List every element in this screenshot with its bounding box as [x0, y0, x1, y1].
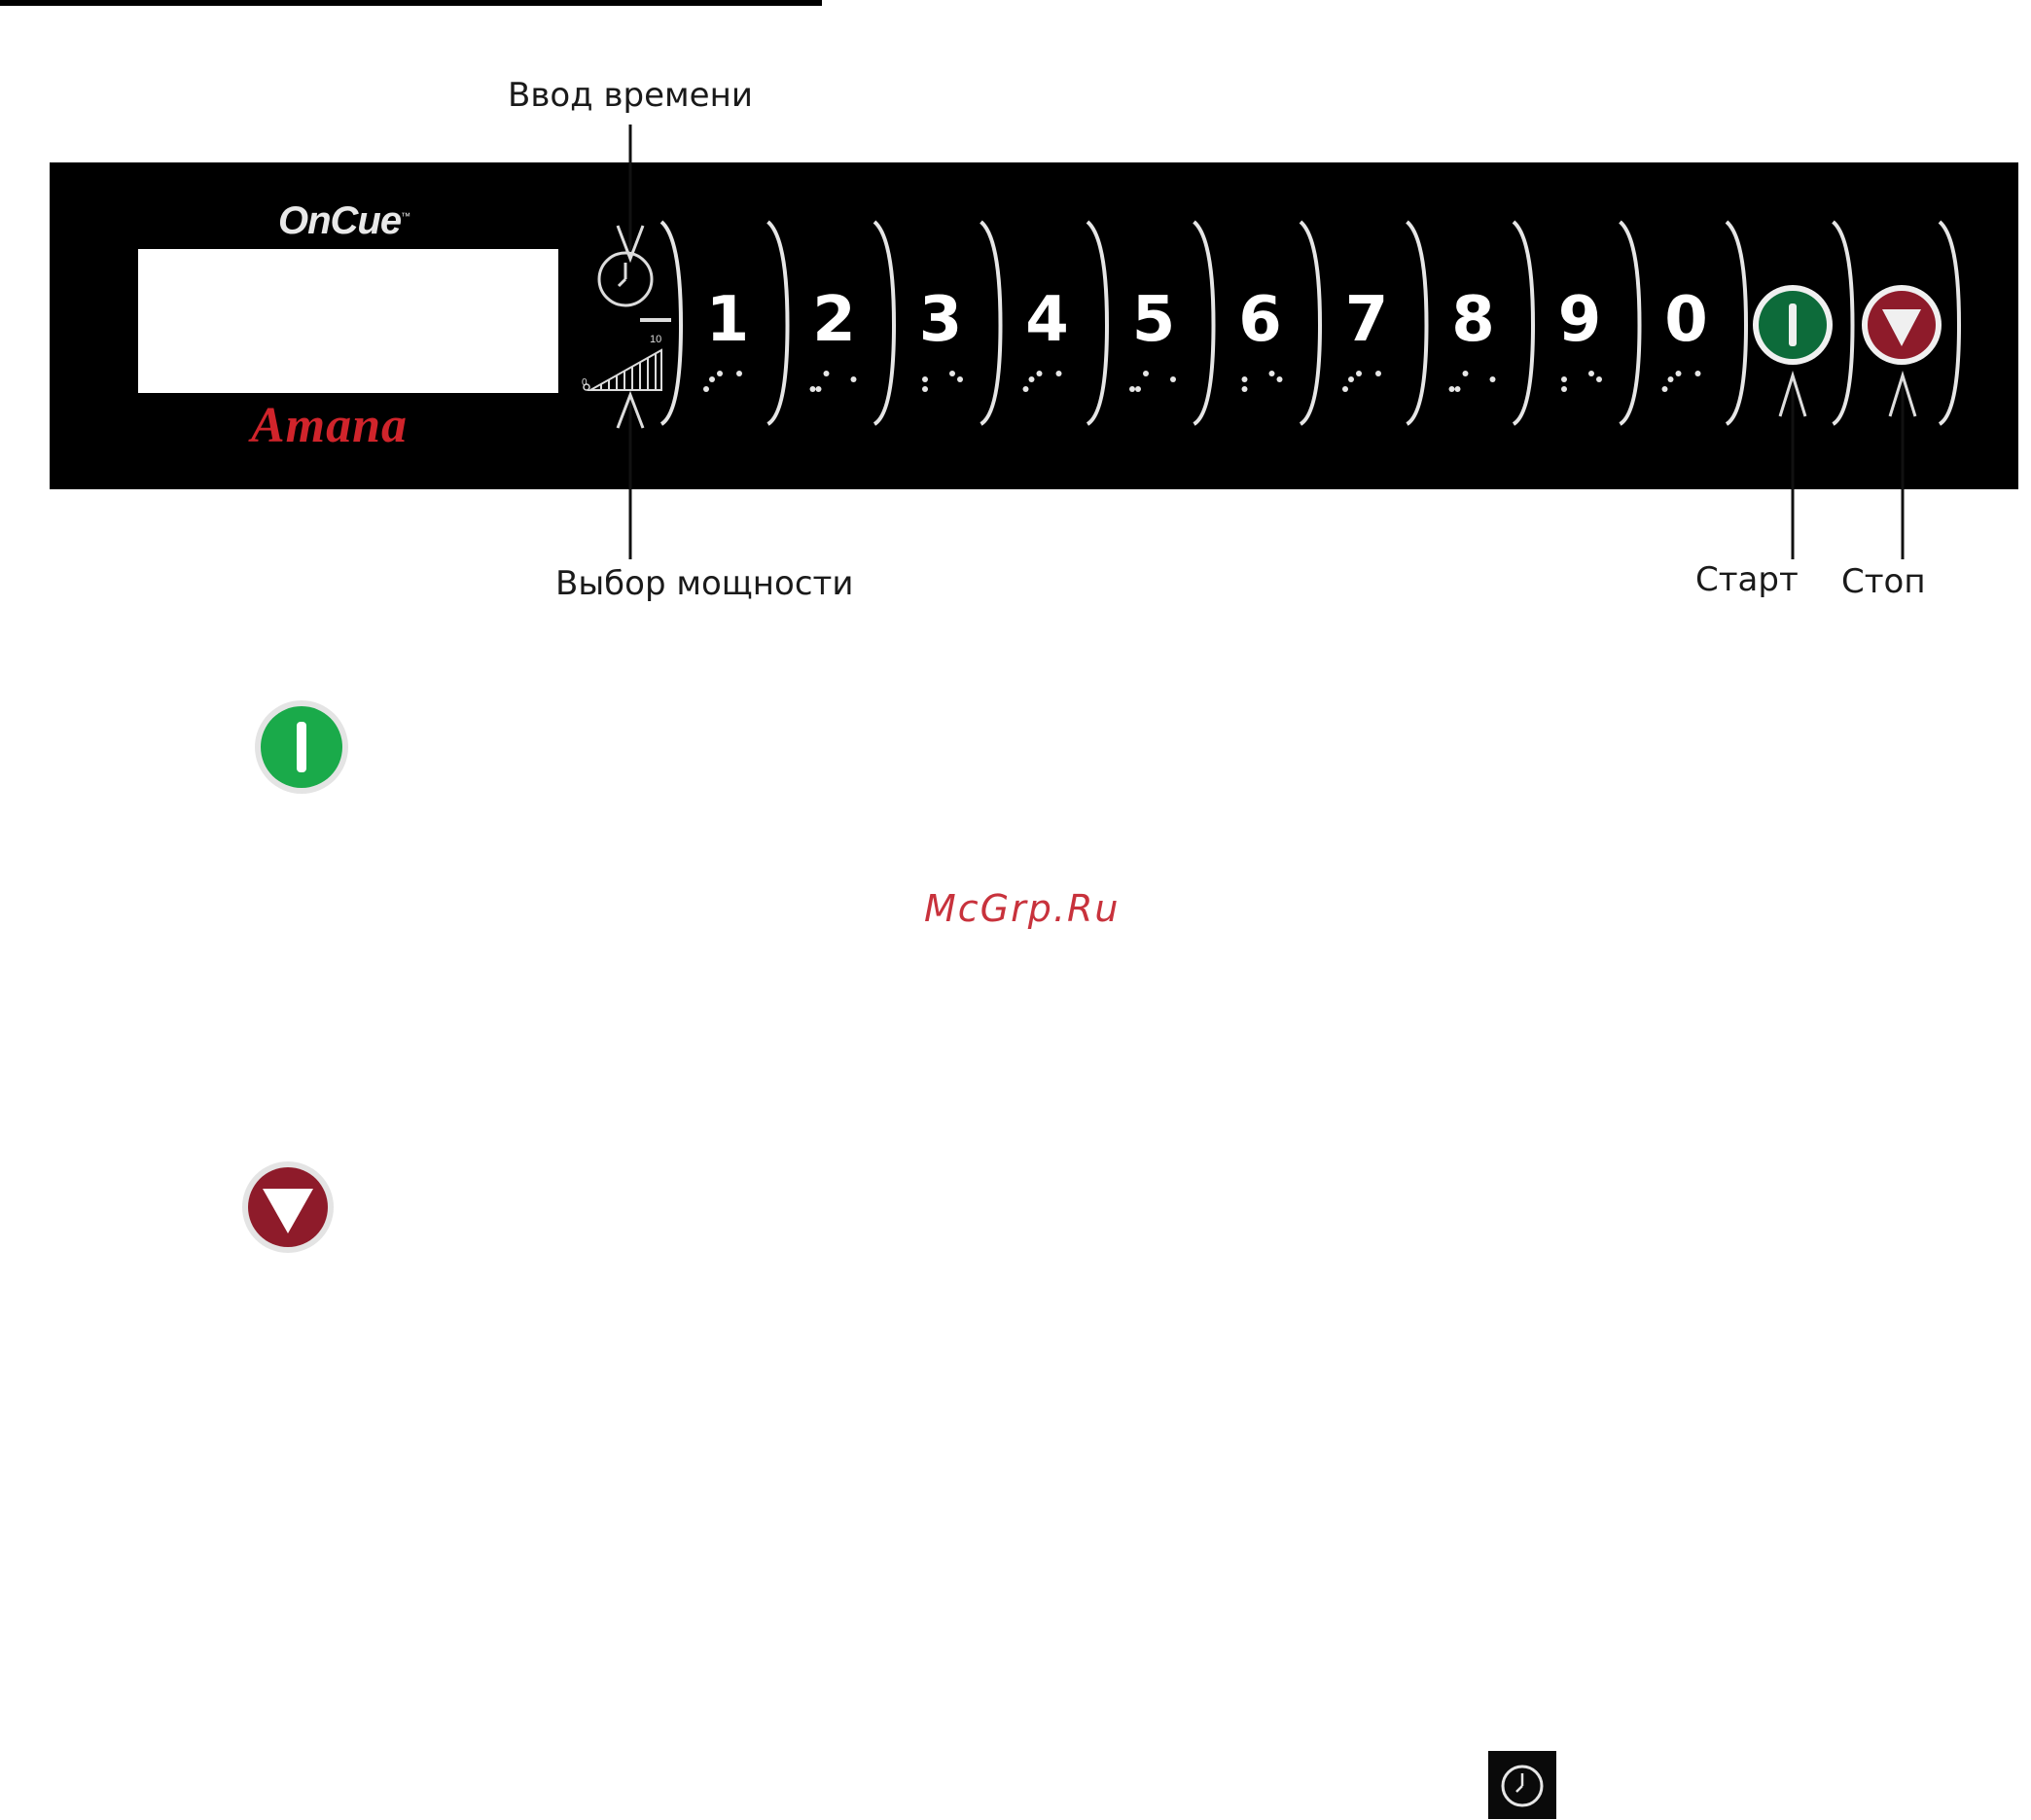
braille-dot	[922, 376, 928, 382]
power-scale-max: 10	[650, 334, 662, 345]
watermark: McGrp.Ru	[924, 887, 1121, 930]
braille-dot	[1277, 376, 1283, 382]
power-scale-min: 0	[582, 377, 588, 388]
braille-dot	[1242, 376, 1248, 382]
braille-dot	[957, 376, 963, 382]
key-bracket	[981, 222, 1001, 424]
stop-button-icon	[242, 1161, 334, 1253]
braille-dot	[1662, 386, 1668, 392]
braille-dot	[1135, 386, 1141, 392]
braille-dot	[922, 386, 928, 392]
braille-dot	[1170, 376, 1176, 382]
braille-dot	[1449, 386, 1455, 392]
braille-dot	[1561, 376, 1567, 382]
time-entry-callout: Ввод времени	[508, 76, 753, 115]
digit-key-4[interactable]: 4	[1025, 284, 1069, 356]
braille-dot	[1056, 371, 1062, 376]
braille-dot	[816, 386, 822, 392]
braille-dot	[1023, 386, 1029, 392]
braille-dot	[1490, 376, 1496, 382]
braille-dot	[1695, 371, 1701, 376]
braille-dots	[703, 371, 1701, 392]
braille-dot	[1037, 371, 1043, 376]
braille-dot	[709, 376, 715, 382]
key-bracket	[1087, 222, 1107, 424]
braille-dot	[1668, 376, 1674, 382]
digit-key-8[interactable]: 8	[1451, 284, 1495, 356]
digit-key-1[interactable]: 1	[705, 284, 750, 356]
digit-key-6[interactable]: 6	[1238, 284, 1282, 356]
braille-dot	[1588, 371, 1594, 376]
braille-dot	[1356, 371, 1362, 376]
braille-dot	[1676, 371, 1682, 376]
braille-dot	[703, 386, 709, 392]
digit-key-2[interactable]: 2	[812, 284, 856, 356]
key-bracket	[1194, 222, 1214, 424]
key-bracket	[874, 222, 894, 424]
digit-key-5[interactable]: 5	[1131, 284, 1176, 356]
power-select-callout: Выбор мощности	[555, 564, 854, 603]
key-bracket	[661, 222, 681, 424]
braille-dot	[1596, 376, 1602, 382]
key-bracket	[1727, 222, 1746, 424]
key-bracket	[1514, 222, 1533, 424]
braille-dot	[851, 376, 857, 382]
key-bracket	[768, 222, 788, 424]
key-bracket	[1940, 222, 1959, 424]
braille-dot	[1269, 371, 1275, 376]
amana-logo: Amana	[251, 398, 409, 453]
braille-dot	[1455, 386, 1461, 392]
braille-dot	[1029, 376, 1035, 382]
key-bracket	[1834, 222, 1853, 424]
braille-dot	[1463, 371, 1469, 376]
braille-dot	[1143, 371, 1149, 376]
key-bracket	[1301, 222, 1320, 424]
panel-stop-button[interactable]	[1862, 285, 1942, 365]
digit-key-9[interactable]: 9	[1557, 284, 1602, 356]
clock-icon[interactable]	[599, 253, 652, 305]
braille-dot	[949, 371, 955, 376]
panel-start-button[interactable]	[1753, 285, 1833, 365]
digit-key-7[interactable]: 7	[1344, 284, 1389, 356]
power-ramp-icon[interactable]	[584, 350, 661, 390]
braille-dot	[1129, 386, 1135, 392]
stop-callout: Стоп	[1841, 562, 1926, 601]
start-callout: Старт	[1695, 560, 1799, 599]
braille-dot	[1561, 386, 1567, 392]
digit-key-3[interactable]: 3	[918, 284, 963, 356]
braille-dot	[1342, 386, 1348, 392]
key-bracket	[1407, 222, 1427, 424]
braille-dot	[1375, 371, 1381, 376]
braille-dot	[1242, 386, 1248, 392]
key-bracket	[1621, 222, 1640, 424]
clock-icon-small	[1488, 1751, 1556, 1819]
braille-dot	[1348, 376, 1354, 382]
start-button-icon	[255, 700, 348, 794]
braille-dot	[810, 386, 816, 392]
braille-dot	[717, 371, 723, 376]
braille-dot	[736, 371, 742, 376]
digit-key-0[interactable]: 0	[1664, 284, 1708, 356]
braille-dot	[824, 371, 830, 376]
oncue-logo: OnCue™	[278, 199, 410, 242]
